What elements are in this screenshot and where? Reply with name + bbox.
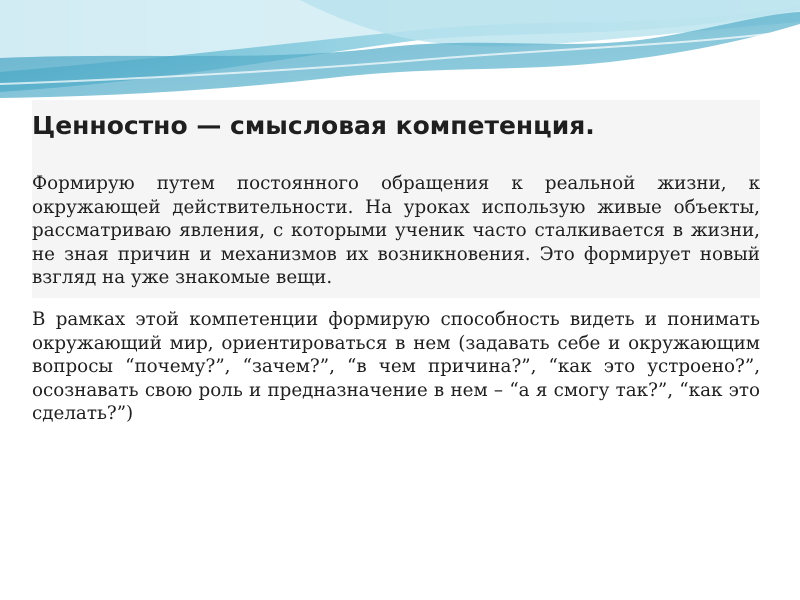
paragraph-2: В рамках этой компетенции формирую способность видеть и понимать окружающий мир, ориентироваться в нем (задавать себе и окружающим вопросы “почему?”, “зачем?”, “в чем причина?”, “как это устроено?”, осознавать свою роль и предназначение в нем – “а я смогу так?”, “как это сделать?”) — [32, 308, 760, 425]
slide-title: Ценностно — смысловая компетенция. — [32, 111, 595, 140]
wave-header-decoration — [0, 0, 800, 110]
highlighted-text-block — [32, 100, 760, 298]
slide-content — [32, 100, 760, 426]
paragraph-1: Формирую путем постоянного обращения к реальной жизни, к окружающей действительности. На уроках использую живые объекты, рассматриваю явления, с которыми ученик часто сталкивается в жизни, не зная причин и механизмов их возникновения. Это формирует новый взгляд на уже знакомые вещи. — [32, 173, 760, 289]
